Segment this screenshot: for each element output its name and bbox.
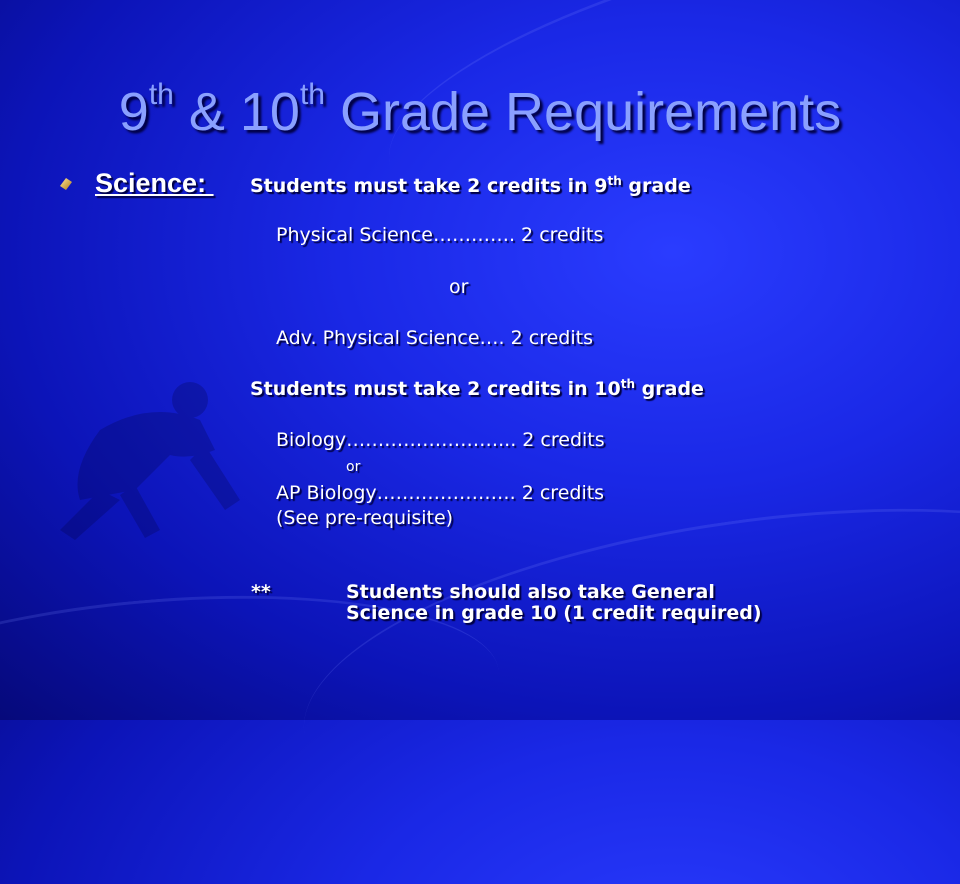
biology-option: Biology……………………... 2 credits (276, 429, 605, 451)
adv-physical-science-option: Adv. Physical Science…. 2 credits (276, 327, 593, 349)
or-separator: or (346, 459, 361, 475)
footnote-line-2: Science in grade 10 (1 credit required) (346, 602, 762, 624)
ap-biology-option: AP Biology…………………. 2 credits (276, 482, 605, 504)
diamond-bullet-icon (58, 176, 74, 192)
footnote-line-1: Students should also take General (346, 581, 715, 603)
or-separator: or (449, 276, 469, 298)
footnote-marker: ** (251, 581, 271, 603)
runner-silhouette-icon (40, 360, 270, 560)
prerequisite-note: (See pre-requisite) (276, 507, 454, 529)
ninth-grade-heading: Students must take 2 credits in 9th grade (250, 174, 691, 197)
physical-science-option: Physical Science…………. 2 credits (276, 224, 604, 246)
science-label: Science: (95, 168, 214, 198)
slide-title: 9th & 10th Grade Requirements (118, 78, 842, 142)
tenth-grade-heading: Students must take 2 credits in 10th grade (250, 377, 704, 400)
background-streak (362, 0, 960, 294)
